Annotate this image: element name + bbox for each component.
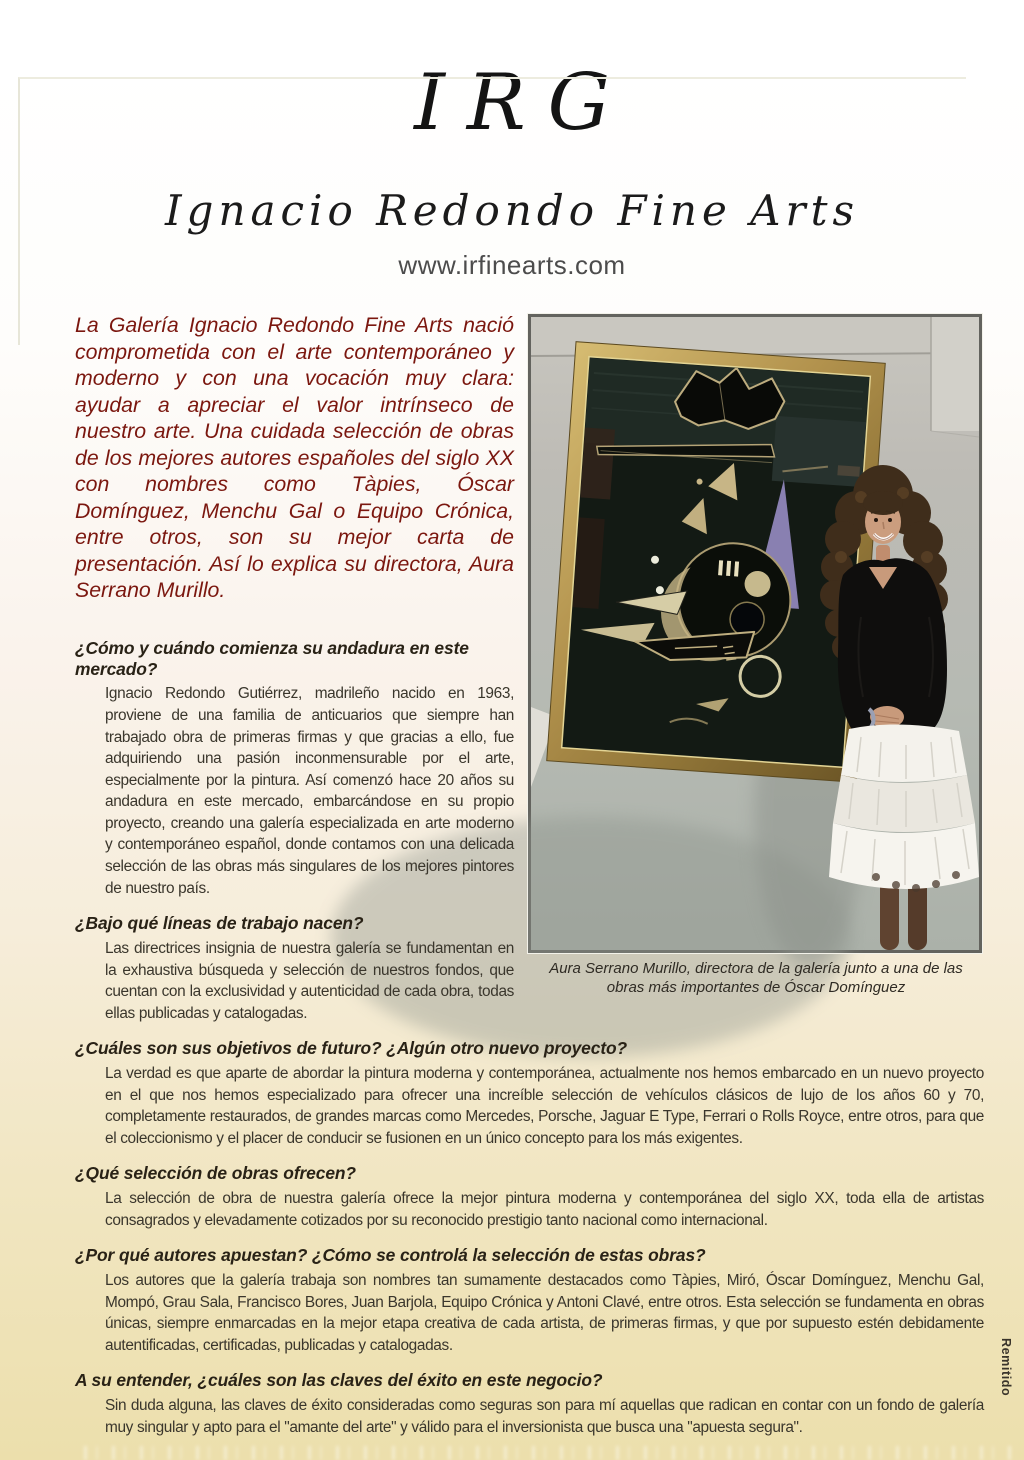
remitido-note: Remitido [999,1338,1013,1397]
intro-paragraph: La Galería Ignacio Redondo Fine Arts nació comprometida con el arte contemporáneo y moderno y con una vocación muy clara: ayudar a apreciar el valor intrínseco de nuestro arte. Una cuidada selección de obras de los mejores autores españoles del siglo XX con nombres como Tàpies, Óscar Domínguez, Menchu Gal o Equipo Crónica, entre otros, son su mejor carta de presentación. Así lo explica su directora, Aura Serrano Murillo. [75,313,514,603]
qa-section-4 [75,1163,984,1231]
question: ¿Por qué autores apuestan? ¿Cómo se controlá la selección de estas obras? [75,1245,706,1266]
magazine-page [0,58,1024,1460]
question: ¿Cómo y cuándo comienza su andadura en este mercado? [75,637,469,679]
answer: Sin duda alguna, las claves de éxito consideradas como seguras son para mí aquellas que radican en contar con un fondo de galería muy singular y apto para el "amante del arte" y válido para el inversionista que busca una "apuesta segura". [105,1397,984,1436]
answer: Ignacio Redondo Gutiérrez, madrileño nacido en 1963, proviene de una familia de anticuarios que siempre han trabajado obra de primeras firmas y que gracias a ello, fue adquiriendo una pasión inconmensurable por el arte, especialmente por la pintura. Así comenzó hace 20 años su andadura en este mercado, embarcándose en su propio proyecto, creando una galería especializada en arte moderno y contemporáneo español, donde contamos con una delicada selección de las obras más singulares de los mejores pintores de nuestro país. [105,685,514,897]
answer: Las directrices insignia de nuestra galería se fundamentan en la exhaustiva búsqueda y selección de nuestros fondos, que cuentan con la exclusividad y autenticidad de cada obra, todas ellas publicadas y catalogadas. [105,939,514,1022]
qa-section-6 [75,1370,984,1438]
question: ¿Cuáles son sus objetivos de futuro? ¿Algún otro nuevo proyecto? [75,1038,628,1059]
gallery-photo [528,314,982,953]
qa-section-3 [75,1038,984,1149]
answer: Los autores que la galería trabaja son nombres tan sumamente destacados como Tàpies, Miró, Óscar Domínguez, Menchu Gal, Mompó, Grau Sala, Francisco Bores, Juan Barjola, Equipo Crónica y Antoni Clavé, entre otros. Esta selección se fundamenta en obras únicas, siempre enmarcadas en la mejor etapa creativa de cada artista, de primeras firmas, y que por supuesto estén debidamente autentificadas, certificadas, publicadas y catalogadas. [105,1272,984,1354]
logo-irg: IRG [414,58,632,148]
gallery-photo-figure [528,314,984,998]
question: ¿Bajo qué líneas de trabajo nacen? [75,913,364,934]
scan-bottom-artifact [70,1446,1014,1460]
photo-caption: Aura Serrano Murillo, directora de la galería junto a una de las obras más importantes de Óscar Domínguez [549,960,963,996]
website-url: www.irfinearts.com [398,250,626,281]
masthead [0,58,1024,281]
question: ¿Qué selección de obras ofrecen? [75,1163,356,1184]
answer: La verdad es que aparte de abordar la pintura moderna y contemporánea, actualmente nos hemos embarcado en un nuevo proyecto en el que nos hemos especializado para ofrecer una increíble selección de vehículos clásicos de lujo de los años 60 y 70, completamente restaurados, de grandes marcas como Mercedes, Porsche, Jaguar E Type, Ferrari o Rolls Royce, entre otros, para que el coleccionismo y el placer de conducir se fusionen en un único concepto para los más exigentes. [105,1065,984,1147]
question: A su entender, ¿cuáles son las claves del éxito en este negocio? [75,1370,603,1391]
article-body [75,312,984,1438]
brand-name: Ignacio Redondo Fine Arts [164,186,860,235]
qa-section-5 [75,1245,984,1356]
answer: La selección de obra de nuestra galería ofrece la mejor pintura moderna y contemporánea del siglo XX, toda ella de artistas consagrados y elevadamente cotizados por su reconocido prestigio tanto nacional como internacional. [105,1190,984,1229]
